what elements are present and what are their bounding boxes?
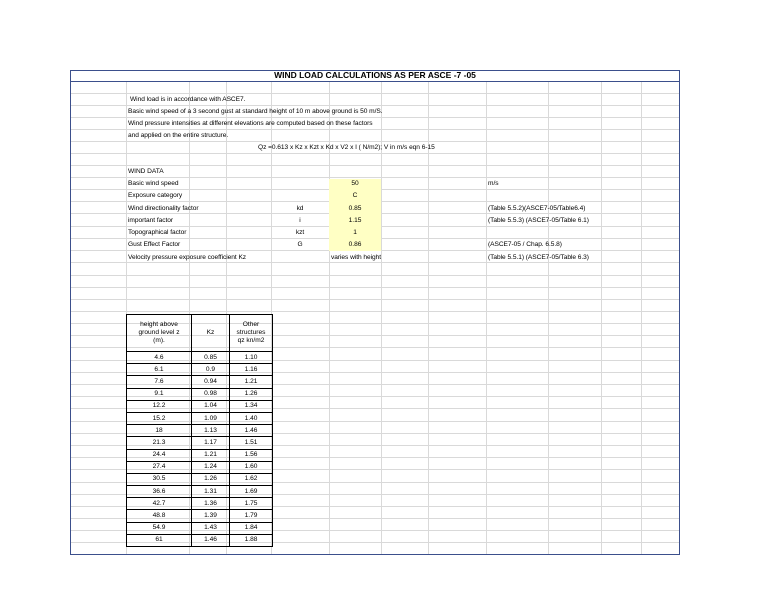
cell-kz: 1.31 (192, 486, 230, 498)
cell-qz: 1.16 (230, 364, 273, 376)
cell-kz: 1.26 (192, 473, 230, 485)
header-height-line: height above (140, 321, 178, 328)
table-row (127, 437, 273, 449)
cell-height: 21.3 (127, 437, 192, 449)
cell-height: 24.4 (127, 449, 192, 461)
cell-kz: 0.9 (192, 364, 230, 376)
cell-qz: 1.21 (230, 376, 273, 388)
wind-data-value: 1.15 (348, 217, 362, 224)
cell-kz: 1.24 (192, 461, 230, 473)
cell-qz: 1.75 (230, 498, 273, 510)
wind-data-label: important factor (128, 217, 174, 224)
cell-kz: 1.36 (192, 498, 230, 510)
cell-kz: 1.13 (192, 425, 230, 437)
intro-line-2: Basic wind speed of a 3 second gust at standard height of 10 m above ground is 50 m/S. (128, 108, 383, 115)
cell-height: 27.4 (127, 461, 192, 473)
table-row (127, 510, 273, 522)
header-other-line: structures (236, 329, 266, 336)
header-height (127, 315, 192, 352)
cell-qz: 1.51 (230, 437, 273, 449)
table-row (127, 486, 273, 498)
header-height-line: ground level z (138, 329, 180, 336)
table-row (127, 352, 273, 364)
header-other-line: Other (242, 321, 260, 328)
table-row (127, 388, 273, 400)
wind-data-symbol: i (299, 217, 301, 224)
wind-data-label: Topographical factor (128, 229, 187, 236)
cell-height: 48.8 (127, 510, 192, 522)
intro-line-3: Wind pressure intensities at different elevations are computed based on these factors (128, 120, 373, 127)
wind-data-ref: m/s (488, 180, 499, 187)
cell-height: 4.6 (127, 352, 192, 364)
cell-qz: 1.62 (230, 473, 273, 485)
cell-qz: 1.40 (230, 412, 273, 424)
table-row (127, 498, 273, 510)
header-kz: Kz (192, 315, 230, 352)
table-row (127, 400, 273, 412)
cell-kz: 1.17 (192, 437, 230, 449)
cell-kz: 0.98 (192, 388, 230, 400)
table-row (127, 473, 273, 485)
wind-data-value: C (352, 192, 358, 199)
cell-qz: 1.84 (230, 522, 273, 534)
kz-table (126, 314, 273, 547)
cell-qz: 1.69 (230, 486, 273, 498)
page-title: WIND LOAD CALCULATIONS AS PER ASCE -7 -05 (70, 70, 680, 82)
cell-height: 12.2 (127, 400, 192, 412)
cell-height: 42.7 (127, 498, 192, 510)
wind-data-value: varies with height (331, 254, 382, 261)
cell-kz: 1.39 (192, 510, 230, 522)
wind-data-value: 1 (353, 229, 357, 236)
wind-data-label: Gust Effect Factor (128, 241, 181, 248)
equation: Qz =0.613 x Kz x Kzt x Kd x V2 x I ( N/m2); V in m/s eqn 6-15 (258, 144, 435, 151)
cell-height: 30.5 (127, 473, 192, 485)
cell-qz: 1.46 (230, 425, 273, 437)
cell-kz: 0.85 (192, 352, 230, 364)
wind-data-ref: (Table 5.5.3) (ASCE7-05/Table 6.1) (488, 217, 589, 224)
cell-kz: 1.43 (192, 522, 230, 534)
wind-data-heading: WIND DATA (128, 168, 164, 175)
cell-kz: 1.09 (192, 412, 230, 424)
cell-qz: 1.79 (230, 510, 273, 522)
table-row (127, 449, 273, 461)
header-height-line: (m). (153, 337, 165, 344)
cell-qz: 1.26 (230, 388, 273, 400)
wind-data-label: Wind directionality factor (128, 205, 199, 212)
wind-data-label: Exposure category (128, 192, 183, 199)
cell-height: 61 (127, 534, 192, 546)
wind-data-symbol: G (297, 241, 303, 248)
cell-height: 7.6 (127, 376, 192, 388)
intro-line-4: and applied on the entire structure. (128, 132, 229, 139)
wind-data-ref: (ASCE7-05 / Chap. 6.5.8) (488, 241, 562, 248)
table-header-row (127, 315, 273, 352)
cell-height: 9.1 (127, 388, 192, 400)
cell-qz: 1.88 (230, 534, 273, 546)
cell-kz: 1.04 (192, 400, 230, 412)
wind-data-ref: (Table 5.5.2)(ASCE7-05/Table6.4) (488, 205, 586, 212)
cell-height: 6.1 (127, 364, 192, 376)
table-row (127, 425, 273, 437)
table-row (127, 364, 273, 376)
wind-data-value: 50 (351, 180, 359, 187)
cell-kz: 1.46 (192, 534, 230, 546)
cell-height: 15.2 (127, 412, 192, 424)
wind-data-label: Basic wind speed (128, 180, 179, 187)
cell-kz: 0.94 (192, 376, 230, 388)
cell-height: 36.6 (127, 486, 192, 498)
table-row (127, 412, 273, 424)
cell-height: 18 (127, 425, 192, 437)
table-row (127, 534, 273, 546)
wind-data-label: Velocity pressure exposure coefficient Kz (128, 254, 247, 261)
table-row (127, 376, 273, 388)
wind-data-value: 0.85 (348, 205, 362, 212)
wind-data-value: 0.86 (348, 241, 362, 248)
table-row (127, 522, 273, 534)
cell-kz: 1.21 (192, 449, 230, 461)
wind-data-symbol: kd (296, 205, 304, 212)
cell-height: 54.9 (127, 522, 192, 534)
table-row (127, 461, 273, 473)
cell-qz: 1.10 (230, 352, 273, 364)
wind-data-ref: (Table 5.5.1) (ASCE7-05/Table 6.3) (488, 254, 589, 261)
wind-data-symbol: kzt (295, 229, 305, 236)
cell-qz: 1.56 (230, 449, 273, 461)
cell-qz: 1.34 (230, 400, 273, 412)
header-other-structures (230, 315, 273, 352)
cell-qz: 1.60 (230, 461, 273, 473)
header-other-line: qz kn/m2 (237, 337, 265, 344)
intro-line-1: Wind load is in accordance with ASCE7. (130, 96, 246, 103)
